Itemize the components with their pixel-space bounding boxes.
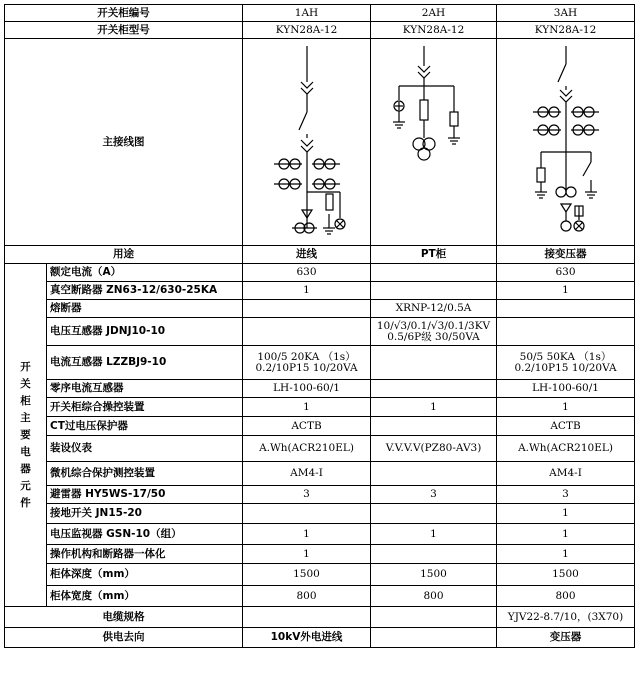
side-label-char: 关 xyxy=(20,377,31,390)
supply-value-3: 变压器 xyxy=(497,628,635,648)
row-value-3: 1 xyxy=(497,398,635,417)
row-value-2: 1 xyxy=(371,398,497,417)
supply-label: 供电去向 xyxy=(5,628,243,648)
row-value-1: 1 xyxy=(243,398,371,417)
table-row xyxy=(5,282,635,300)
switchgear-table xyxy=(4,4,635,648)
row-value-2-line1: 10/√3/0.1/√3/0.1/3KV xyxy=(376,319,491,332)
table-row xyxy=(5,380,635,398)
supply-value-1: 10kV外电进线 xyxy=(243,628,371,648)
cabinet-no-3: 3AH xyxy=(497,5,635,22)
row-value-2 xyxy=(371,380,497,398)
row-value-2 xyxy=(371,346,497,380)
row-value-3: LH-100-60/1 xyxy=(497,380,635,398)
side-label-char: 主 xyxy=(20,411,31,424)
row-label: 柜体宽度（mm） xyxy=(47,586,243,607)
supply-value-2 xyxy=(371,628,497,648)
row-usage xyxy=(5,246,635,264)
row-value-3: AM4-I xyxy=(497,462,635,486)
cabinet-type-3: KYN28A-12 xyxy=(497,22,635,39)
table-row xyxy=(5,524,635,545)
row-label: 避雷器 HY5WS-17/50 xyxy=(47,486,243,504)
row-value-3: 800 xyxy=(497,586,635,607)
row-label: 柜体深度（mm） xyxy=(47,564,243,586)
usage-1: 进线 xyxy=(243,246,371,264)
row-label: 额定电流（A） xyxy=(47,264,243,282)
row-value-1: LH-100-60/1 xyxy=(243,380,371,398)
side-label-char: 件 xyxy=(20,496,31,509)
table-row xyxy=(5,504,635,524)
row-value-1: 1500 xyxy=(243,564,371,586)
row-value-2 xyxy=(371,462,497,486)
row-label: CT过电压保护器 xyxy=(47,417,243,436)
row-value-1: AM4-I xyxy=(243,462,371,486)
row-label: 真空断路器 ZN63-12/630-25KA xyxy=(47,282,243,300)
table-row xyxy=(5,486,635,504)
table-row xyxy=(5,318,635,346)
row-value-2 xyxy=(371,282,497,300)
row-value-2: 800 xyxy=(371,586,497,607)
row-cabinet-no xyxy=(5,5,635,22)
row-value-2: V.V.V.V(PZ80-AV3) xyxy=(371,436,497,462)
row-cabinet-type xyxy=(5,22,635,39)
cabinet-no-2: 2AH xyxy=(371,5,497,22)
table-row xyxy=(5,264,635,282)
row-value-2 xyxy=(371,264,497,282)
row-value-2 xyxy=(371,318,497,346)
row-value-1 xyxy=(243,318,371,346)
table-row xyxy=(5,436,635,462)
row-value-2: 1 xyxy=(371,524,497,545)
row-value-1: ACTB xyxy=(243,417,371,436)
table-row xyxy=(5,398,635,417)
cable-value-3: YJV22-8.7/10，(3X70) xyxy=(497,607,635,628)
row-value-3: ACTB xyxy=(497,417,635,436)
cabinet-type-label: 开关柜型号 xyxy=(5,22,243,39)
row-value-3: 3 xyxy=(497,486,635,504)
side-label-char: 要 xyxy=(20,428,31,441)
diagram-cell-1 xyxy=(243,39,371,246)
diagram-cell-2 xyxy=(371,39,497,246)
row-value-2 xyxy=(371,417,497,436)
row-value-2: XRNP-12/0.5A xyxy=(371,300,497,318)
row-value-3: 1 xyxy=(497,282,635,300)
diagram-label: 主接线图 xyxy=(5,39,243,246)
usage-2: PT柜 xyxy=(371,246,497,264)
components-side-label xyxy=(5,264,47,607)
table-row xyxy=(5,417,635,436)
row-value-3 xyxy=(497,346,635,380)
row-diagram xyxy=(5,39,635,246)
row-cable-spec xyxy=(5,607,635,628)
transformer-feeder-diagram xyxy=(511,42,621,242)
side-label-char: 电 xyxy=(20,445,31,458)
row-value-1: 1 xyxy=(243,282,371,300)
row-value-2: 1500 xyxy=(371,564,497,586)
row-value-2 xyxy=(371,545,497,564)
side-label-char: 器 xyxy=(20,462,31,475)
usage-label: 用途 xyxy=(5,246,243,264)
table-row xyxy=(5,545,635,564)
row-value-3: A.Wh(ACR210EL) xyxy=(497,436,635,462)
row-label: 熔断器 xyxy=(47,300,243,318)
side-label-char: 元 xyxy=(20,479,31,492)
side-label-char: 开 xyxy=(20,360,31,373)
row-value-1: 1 xyxy=(243,524,371,545)
side-label-char: 柜 xyxy=(20,394,31,407)
row-label: 操作机构和断路器一体化 xyxy=(47,545,243,564)
row-value-1: 630 xyxy=(243,264,371,282)
cable-label: 电缆规格 xyxy=(5,607,243,628)
row-value-3: 1 xyxy=(497,504,635,524)
row-value-3 xyxy=(497,318,635,346)
row-value-3: 1 xyxy=(497,545,635,564)
cabinet-type-2: KYN28A-12 xyxy=(371,22,497,39)
row-value-1-line2: 0.2/10P15 10/20VA xyxy=(255,361,358,374)
usage-3: 接变压器 xyxy=(497,246,635,264)
row-label: 装设仪表 xyxy=(47,436,243,462)
cabinet-no-label: 开关柜编号 xyxy=(5,5,243,22)
row-value-3-line2: 0.2/10P15 10/20VA xyxy=(514,361,617,374)
table-row xyxy=(5,586,635,607)
row-value-3: 1500 xyxy=(497,564,635,586)
row-label: 电压互感器 JDNJ10-10 xyxy=(47,318,243,346)
row-value-2-line2: 0.5/6P级 30/50VA xyxy=(387,330,480,343)
row-value-3: 630 xyxy=(497,264,635,282)
row-label: 开关柜综合操控装置 xyxy=(47,398,243,417)
row-label: 接地开关 JN15-20 xyxy=(47,504,243,524)
cabinet-type-1: KYN28A-12 xyxy=(243,22,371,39)
table-row xyxy=(5,564,635,586)
row-value-3-line1: 50/5 50KA （1s） xyxy=(519,350,612,363)
row-label: 微机综合保护测控装置 xyxy=(47,462,243,486)
row-label: 电压监视器 GSN-10（组） xyxy=(47,524,243,545)
row-value-1: 800 xyxy=(243,586,371,607)
row-value-1: 1 xyxy=(243,545,371,564)
row-value-3 xyxy=(497,300,635,318)
row-label: 电流互感器 LZZBJ9-10 xyxy=(47,346,243,380)
row-value-1-line1: 100/5 20KA （1s） xyxy=(257,350,356,363)
incoming-line-diagram xyxy=(252,42,362,242)
pt-cabinet-diagram xyxy=(379,42,489,242)
row-label: 零序电流互感器 xyxy=(47,380,243,398)
row-value-1 xyxy=(243,346,371,380)
cable-value-2 xyxy=(371,607,497,628)
table-row xyxy=(5,462,635,486)
row-value-1 xyxy=(243,504,371,524)
row-value-1: A.Wh(ACR210EL) xyxy=(243,436,371,462)
row-value-2 xyxy=(371,504,497,524)
diagram-cell-3 xyxy=(497,39,635,246)
row-value-2: 3 xyxy=(371,486,497,504)
side-label-text xyxy=(8,359,43,512)
row-value-3: 1 xyxy=(497,524,635,545)
row-value-1 xyxy=(243,300,371,318)
cable-value-1 xyxy=(243,607,371,628)
row-value-1: 3 xyxy=(243,486,371,504)
table-row xyxy=(5,300,635,318)
table-row xyxy=(5,346,635,380)
row-supply-destination xyxy=(5,628,635,648)
cabinet-no-1: 1AH xyxy=(243,5,371,22)
